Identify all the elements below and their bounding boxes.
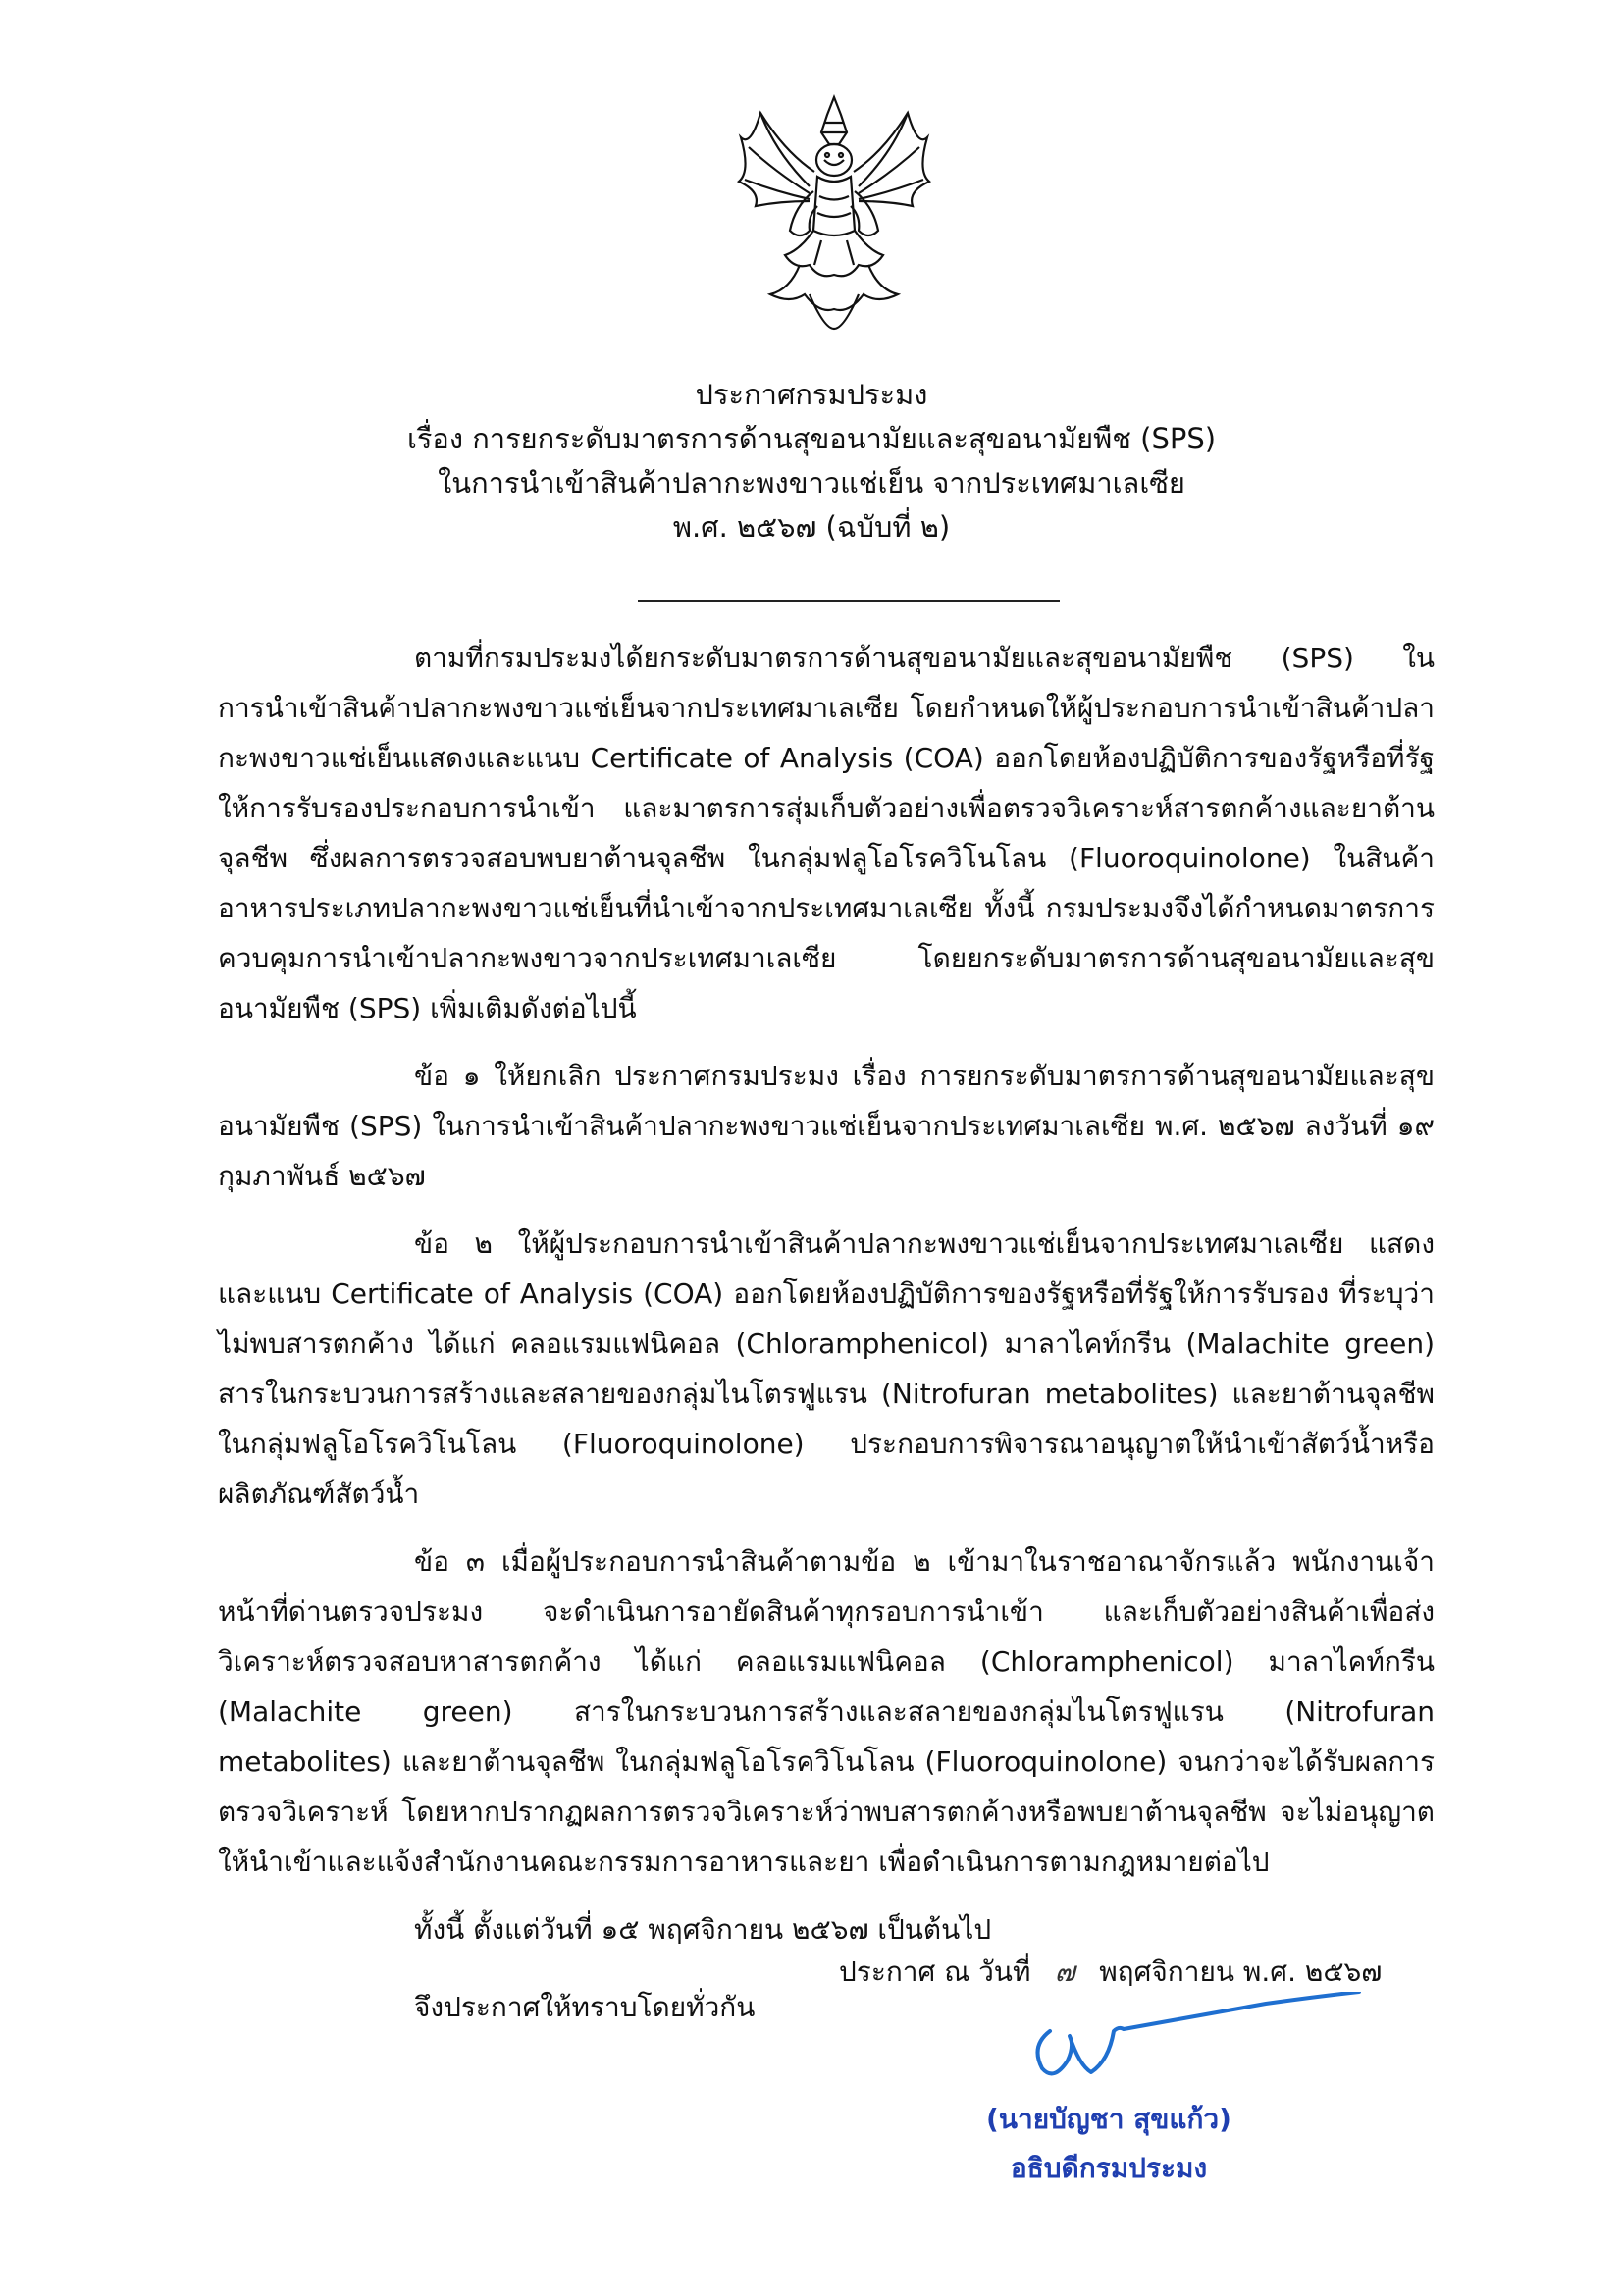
paragraph-clause-1: ข้อ ๑ ให้ยกเลิก ประกาศกรมประมง เรื่อง การยกระดับมาตรการด้านสุขอนามัยและสุขอนามัยพืช (SPS) ในการนำเข้าสินค้าปลากะพงขาวแช่เย็นจากประเทศมาเลเซีย พ.ศ. ๒๕๖๗ ลงวันที่ ๑๙ กุมภาพันธ์ ๒๕๖๗ (218, 1060, 1435, 1192)
signer-block (932, 2095, 1285, 2193)
announcement-title-block (0, 373, 1623, 549)
paragraph-effective-date: ทั้งนี้ ตั้งแต่วันที่ ๑๕ พฤศจิกายน ๒๕๖๗ เป็นต้นไป (414, 1913, 992, 1946)
signer-position: อธิบดีกรมประมง (1010, 2152, 1208, 2184)
garuda-emblem-icon (731, 93, 937, 334)
announcement-year-edition: พ.ศ. ๒๕๖๗ (ฉบับที่ ๒) (672, 510, 951, 544)
date-prefix: ประกาศ ณ วันที่ (839, 1956, 1031, 1988)
date-month-year: พฤศจิกายน พ.ศ. ๒๕๖๗ (1099, 1956, 1383, 1988)
signer-name: (นายบัญชา สุขแก้ว) (986, 2103, 1231, 2135)
paragraph-announcement-notice: จึงประกาศให้ทราบโดยทั่วกัน (414, 1991, 756, 2023)
paragraph-preamble: ตามที่กรมประมงได้ยกระดับมาตรการด้านสุขอนามัยและสุขอนามัยพืช (SPS) ในการนำเข้าสินค้าปลากะพงขาวแช่เย็นจากประเทศมาเลเซีย โดยกำหนดให้ผู้ประกอบการนำเข้าสินค้าปลากะพงขาวแช่เย็นแสดงและแนบ Certificate of Analysis (COA) ออกโดยห้องปฏิบัติการของรัฐหรือที่รัฐให้การรับรองประกอบการนำเข้า และมาตรการสุ่มเก็บตัวอย่างเพื่อตรวจวิเคราะห์สารตกค้างและยาต้านจุลชีพ ซึ่งผลการตรวจสอบพบยาต้านจุลชีพ ในกลุ่มฟลูโอโรควิโนโลน (Fluoroquinolone) ในสินค้าอาหารประเภทปลากะพงขาวแช่เย็นที่นำเข้าจากประเทศมาเลเซีย ทั้งนี้ กรมประมงจึงได้กำหนดมาตรการควบคุมการนำเข้าปลากะพงขาวจากประเทศมาเลเซีย โดยยกระดับมาตรการด้านสุขอนามัยและสุขอนามัยพืช (SPS) เพิ่มเติมดังต่อไปนี้ (218, 642, 1435, 1024)
announcement-title: ประกาศกรมประมง (695, 378, 928, 411)
paragraph-clause-2: ข้อ ๒ ให้ผู้ประกอบการนำเข้าสินค้าปลากะพงขาวแช่เย็นจากประเทศมาเลเซีย แสดงและแนบ Certificate of Analysis (COA) ออกโดยห้องปฏิบัติการของรัฐหรือที่รัฐให้การรับรอง ที่ระบุว่าไม่พบสารตกค้าง ได้แก่ คลอแรมแฟนิคอล (Chloramphenicol) มาลาไคท์กรีน (Malachite green) สารในกระบวนการสร้างและสลายของกลุ่มไนโตรฟูแรน (Nitrofuran metabolites) และยาต้านจุลชีพในกลุ่มฟลูโอโรควิโนโลน (Fluoroquinolone) ประกอบการพิจารณาอนุญาตให้นำเข้าสัตว์น้ำหรือผลิตภัณฑ์สัตว์น้ำ (218, 1227, 1435, 1510)
announcement-subject: เรื่อง การยกระดับมาตรการด้านสุขอนามัยและสุขอนามัยพืช (SPS) (406, 422, 1217, 455)
title-divider (638, 600, 1060, 602)
announcement-subject-line2: ในการนำเข้าสินค้าปลากะพงขาวแช่เย็น จากประเทศมาเลเซีย (438, 466, 1185, 499)
handwritten-signature-icon (1021, 1992, 1374, 2080)
announcement-body (218, 633, 1435, 2060)
announcement-date (839, 1953, 1382, 1992)
paragraph-clause-3: ข้อ ๓ เมื่อผู้ประกอบการนำสินค้าตามข้อ ๒ เข้ามาในราชอาณาจักรแล้ว พนักงานเจ้าหน้าที่ด่านตรวจประมง จะดำเนินการอายัดสินค้าทุกรอบการนำเข้า และเก็บตัวอย่างสินค้าเพื่อส่งวิเคราะห์ตรวจสอบหาสารตกค้าง ได้แก่ คลอแรมแฟนิคอล (Chloramphenicol) มาลาไคท์กรีน (Malachite green) สารในกระบวนการสร้างและสลายของกลุ่มไนโตรฟูแรน (Nitrofuran metabolites) และยาต้านจุลชีพ ในกลุ่มฟลูโอโรควิโนโลน (Fluoroquinolone) จนกว่าจะได้รับผลการตรวจวิเคราะห์ โดยหากปรากฏผลการตรวจวิเคราะห์ว่าพบสารตกค้างหรือพบยาต้านจุลชีพ จะไม่อนุญาตให้นำเข้าและแจ้งสำนักงานคณะกรรมการอาหารและยา เพื่อดำเนินการตามกฎหมายต่อไป (218, 1545, 1435, 1878)
date-day: ๗ (1054, 1956, 1075, 1988)
